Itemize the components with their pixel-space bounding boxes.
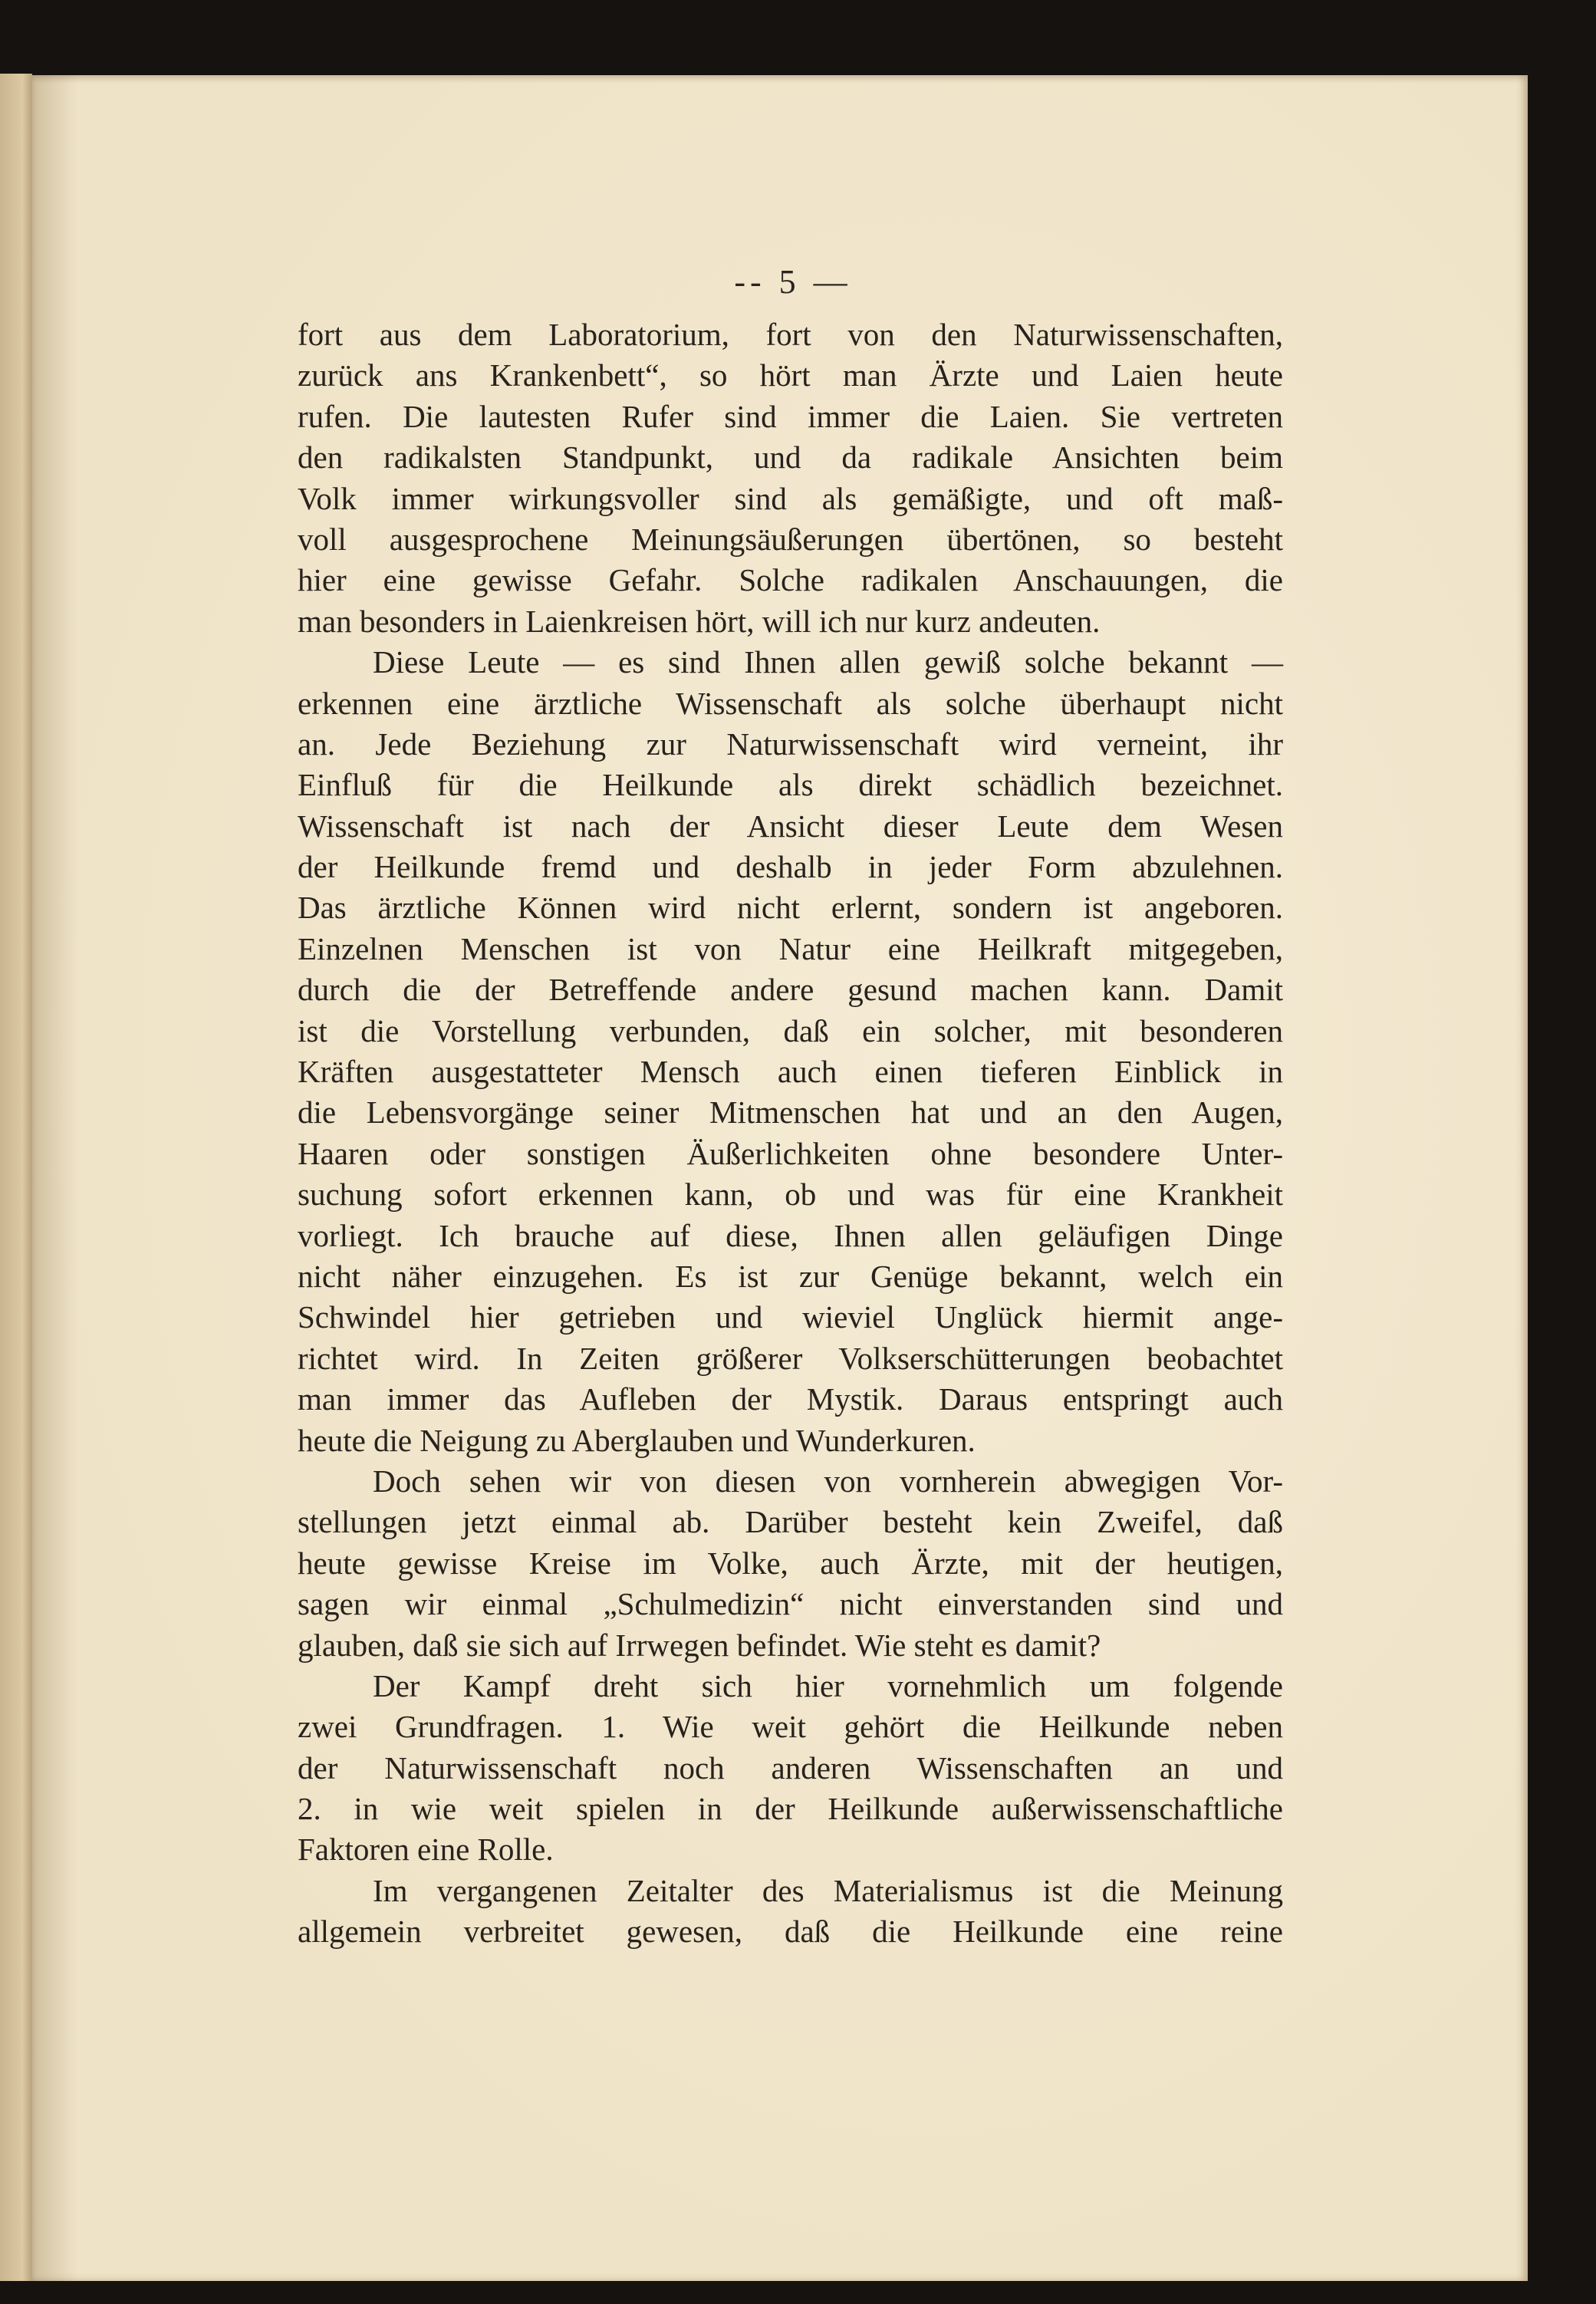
text-line: durch die der Betreffende andere gesund machen kann. Damit — [298, 972, 1283, 1008]
text-line: der Naturwissenschaft noch anderen Wissenschaften an und — [298, 1749, 1283, 1786]
text-line: voll ausgesprochene Meinungsäußerungen übertönen, so besteht — [298, 521, 1283, 557]
text-line: stellungen jetzt einmal ab. Darüber besteht kein Zweifel, daß — [298, 1504, 1283, 1540]
text-line: man besonders in Laienkreisen hört, will ich nur kurz andeuten. — [298, 603, 1101, 639]
text-line: glauben, daß sie sich auf Irrwegen befindet. Wie steht es damit? — [298, 1627, 1101, 1663]
body-text — [298, 314, 1283, 1953]
text-line: suchung sofort erkennen kann, ob und was für eine Krankheit — [298, 1177, 1283, 1213]
text-line: allgemein verbreitet gewesen, daß die Heilkunde eine reine — [298, 1914, 1283, 1950]
text-line: Der Kampf dreht sich hier vornehmlich um folgende — [373, 1667, 1283, 1703]
text-line: nicht näher einzugehen. Es ist zur Genüge bekannt, welch ein — [298, 1258, 1283, 1294]
text-line: sagen wir einmal „Schulmedizin“ nicht einverstanden sind und — [298, 1586, 1283, 1622]
text-line: der Heilkunde fremd und deshalb in jeder Form abzulehnen. — [298, 849, 1283, 885]
text-line: heute gewisse Kreise im Volke, auch Ärzte, mit der heutigen, — [298, 1545, 1283, 1581]
text-line: Doch sehen wir von diesen von vornherein abwegigen Vor- — [373, 1463, 1283, 1499]
text-line: Faktoren eine Rolle. — [298, 1832, 554, 1868]
text-line: heute die Neigung zu Aberglauben und Wunderkuren. — [298, 1422, 976, 1458]
text-line: 2. in wie weit spielen in der Heilkunde außerwissenschaftliche — [298, 1791, 1283, 1827]
text-line: den radikalsten Standpunkt, und da radikale Ansichten beim — [298, 439, 1283, 476]
text-line: Im vergangenen Zeitalter des Materialismus ist die Meinung — [373, 1872, 1283, 1908]
text-line: zurück ans Krankenbett“, so hört man Ärzte und Laien heute — [298, 357, 1283, 393]
text-line: Schwindel hier getrieben und wieviel Unglück hiermit ange- — [298, 1299, 1283, 1335]
text-line: ist die Vorstellung verbunden, daß ein solcher, mit besonderen — [298, 1012, 1283, 1048]
text-line: Wissenschaft ist nach der Ansicht dieser Leute dem Wesen — [298, 808, 1283, 844]
adjacent-page-edge — [0, 74, 32, 2281]
text-line: die Lebensvorgänge seiner Mitmenschen hat und an den Augen, — [298, 1094, 1283, 1131]
text-line: Diese Leute — es sind Ihnen allen gewiß solche bekannt — — [373, 644, 1283, 680]
text-line: zwei Grundfragen. 1. Wie weit gehört die Heilkunde neben — [298, 1709, 1283, 1745]
text-line: Haaren oder sonstigen Äußerlichkeiten ohne besondere Unter- — [298, 1135, 1283, 1171]
text-line: Einzelnen Menschen ist von Natur eine Heilkraft mitgegeben, — [298, 930, 1283, 966]
text-line: fort aus dem Laboratorium, fort von den Naturwissenschaften, — [298, 317, 1283, 352]
text-line: Einfluß für die Heilkunde als direkt schädlich bezeichnet. — [298, 767, 1283, 803]
text-line: erkennen eine ärztliche Wissenschaft als solche überhaupt nicht — [298, 685, 1283, 721]
text-line: an. Jede Beziehung zur Naturwissenschaft wird verneint, ihr — [298, 726, 1283, 762]
text-line: rufen. Die lautesten Rufer sind immer die Laien. Sie vertreten — [298, 398, 1283, 434]
text-line: Das ärztliche Können wird nicht erlernt, sondern ist angeboren. — [298, 890, 1283, 926]
text-line: vorliegt. Ich brauche auf diese, Ihnen allen geläufigen Dinge — [298, 1217, 1283, 1253]
text-line: hier eine gewisse Gefahr. Solche radikalen Anschauungen, die — [298, 562, 1283, 598]
page-number: -- 5 — — [734, 263, 852, 301]
text-line: Kräften ausgestatteter Mensch auch einen tieferen Einblick in — [298, 1054, 1283, 1090]
text-line: Volk immer wirkungsvoller sind als gemäßigte, und oft maß- — [298, 480, 1283, 516]
text-line: richtet wird. In Zeiten größerer Volkserschütterungen beobachtet — [298, 1340, 1283, 1376]
text-line: man immer das Aufleben der Mystik. Daraus entspringt auch — [298, 1381, 1283, 1417]
